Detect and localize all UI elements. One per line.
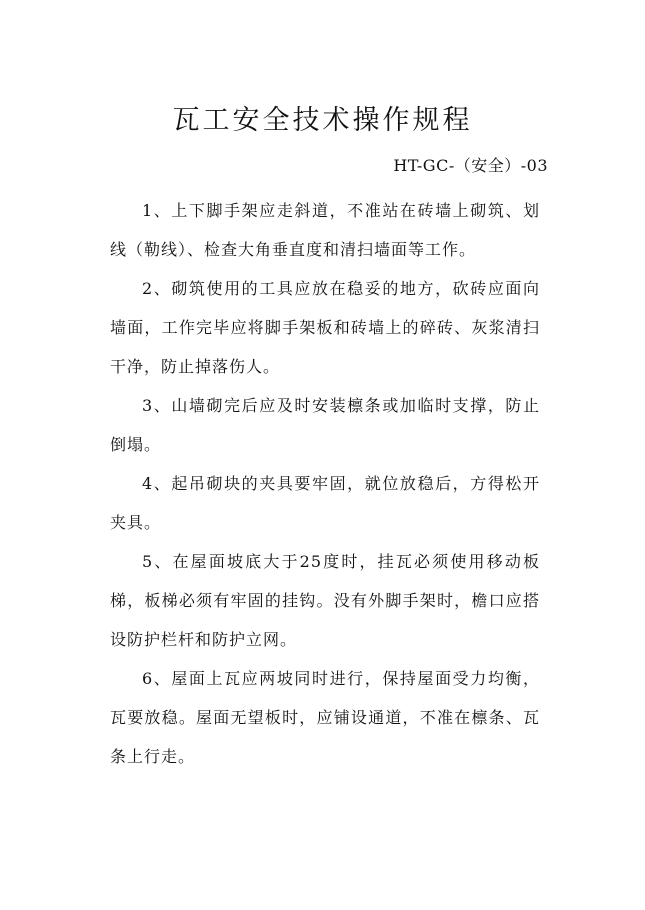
paragraph-2: 2、砌筑使用的工具应放在稳妥的地方，砍砖应面向墙面，工作完毕应将脚手架板和砖墙上的碎砖、灰浆清扫干净，防止掉落伤人。: [110, 279, 540, 376]
paragraph-1: 1、上下脚手架应走斜道，不准站在砖墙上砌筑、划线（勒线）、检查大角垂直度和清扫墙面等工作。: [110, 201, 540, 259]
document-code: HT-GC-（安全）-03: [393, 156, 548, 175]
document-body: [110, 191, 540, 776]
paragraph-3: 3、山墙砌完后应及时安装檩条或加临时支撑，防止倒塌。: [110, 396, 540, 454]
paragraph-6: 6、屋面上瓦应两坡同时进行，保持屋面受力均衡，瓦要放稳。屋面无望板时，应铺设通道，不准在檩条、瓦条上行走。: [110, 669, 540, 766]
page-title: 瓦工安全技术操作规程: [172, 105, 473, 136]
paragraph-5: 5、在屋面坡底大于25度时，挂瓦必须使用移动板梯，板梯必须有牢固的挂钩。没有外脚手架时，檐口应搭设防护栏杆和防护立网。: [110, 552, 540, 649]
paragraph-4: 4、起吊砌块的夹具要牢固，就位放稳后，方得松开夹具。: [110, 474, 540, 532]
